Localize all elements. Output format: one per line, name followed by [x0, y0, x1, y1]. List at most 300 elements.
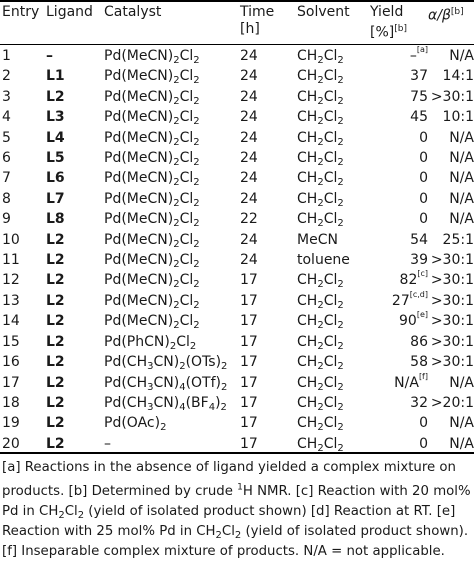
entry-cell-text: 18 [2, 394, 20, 411]
ratio-cell-text: >20:1 [430, 394, 474, 411]
entry-cell-text: 17 [2, 374, 20, 391]
ratio-cell-text: N/A [449, 435, 474, 452]
header-ratio [428, 2, 474, 42]
ligand-cell [46, 352, 104, 372]
solvent-cell [297, 42, 370, 66]
entry-cell [0, 250, 46, 270]
time-cell [240, 87, 297, 107]
time-cell [240, 413, 297, 433]
ratio-cell-text: >30:1 [430, 313, 474, 330]
ligand-cell [46, 291, 104, 311]
time-cell-text: 24 [240, 129, 258, 146]
ratio-cell [428, 270, 474, 290]
yield-cell-text: 37 [410, 68, 428, 85]
catalyst-cell-text: $Pd(CH_3CN)_4(OTf)_2$ [104, 374, 228, 393]
catalyst-cell [104, 42, 240, 66]
time-cell [240, 250, 297, 270]
table-row [0, 393, 474, 413]
time-cell-text: 17 [240, 354, 258, 371]
ligand-cell-text: L2 [46, 374, 65, 391]
table-row [0, 107, 474, 127]
ratio-cell-text: N/A [449, 150, 474, 167]
catalyst-cell-text: $Pd(MeCN)_2Cl_2$ [104, 313, 200, 332]
entry-cell [0, 42, 46, 66]
entry-cell [0, 311, 46, 331]
entry-cell-text: 11 [2, 252, 20, 269]
ligand-cell [46, 250, 104, 270]
yield-cell-text: 58 [410, 354, 428, 371]
ligand-cell [46, 434, 104, 454]
ratio-cell-text: 14:1 [442, 68, 474, 85]
table-footnotes [2, 458, 472, 562]
time-cell-text: 17 [240, 394, 258, 411]
yield-cell [370, 189, 428, 209]
catalyst-cell [104, 270, 240, 290]
ratio-cell-text: N/A [449, 129, 474, 146]
catalyst-cell-text: $Pd(MeCN)_2Cl_2$ [104, 68, 200, 87]
ligand-cell [46, 107, 104, 127]
solvent-cell [297, 270, 370, 290]
yield-footnote-mark: [c] [417, 269, 428, 279]
catalyst-cell [104, 189, 240, 209]
ligand-cell [46, 270, 104, 290]
yield-cell-text: N/A [394, 374, 419, 391]
entry-cell-text: 5 [2, 129, 11, 146]
entry-cell-text: 7 [2, 170, 11, 187]
header-yield-label: Yield [370, 4, 404, 20]
solvent-cell-text: $CH_2Cl_2$ [297, 313, 344, 332]
ratio-cell [428, 373, 474, 393]
time-cell-text: 24 [240, 252, 258, 269]
yield-cell-text: 39 [410, 252, 428, 269]
solvent-cell [297, 250, 370, 270]
yield-cell [370, 373, 428, 393]
ligand-cell-text: L2 [46, 231, 65, 248]
ligand-cell-text: L2 [46, 394, 65, 411]
solvent-cell-text: $CH_2Cl_2$ [297, 170, 344, 189]
solvent-cell-text: $CH_2Cl_2$ [297, 415, 344, 434]
ratio-cell [428, 352, 474, 372]
entry-cell-text: 6 [2, 150, 11, 167]
yield-cell [370, 148, 428, 168]
ratio-cell-text: 25:1 [442, 231, 474, 248]
catalyst-cell-text: $Pd(MeCN)_2Cl_2$ [104, 190, 200, 209]
table-row [0, 332, 474, 352]
entry-cell [0, 230, 46, 250]
solvent-cell [297, 311, 370, 331]
ligand-cell [46, 413, 104, 433]
time-cell-text: 24 [240, 170, 258, 187]
entry-cell [0, 107, 46, 127]
entry-cell-text: 13 [2, 292, 20, 309]
yield-cell [370, 311, 428, 331]
solvent-cell [297, 291, 370, 311]
ratio-cell-text: >30:1 [430, 252, 474, 269]
yield-cell-text: 0 [419, 211, 428, 228]
ratio-cell [428, 209, 474, 229]
table-row [0, 230, 474, 250]
catalyst-cell [104, 87, 240, 107]
time-cell [240, 66, 297, 86]
ratio-cell-text: N/A [449, 190, 474, 207]
entry-cell-text: 15 [2, 333, 20, 350]
solvent-cell-text: $CH_2Cl_2$ [297, 48, 344, 66]
ratio-cell-text: >30:1 [430, 333, 474, 350]
ligand-cell [46, 148, 104, 168]
yield-cell-text: 45 [410, 109, 428, 126]
table-row [0, 250, 474, 270]
yield-cell-text: 0 [419, 150, 428, 167]
ratio-cell-text: N/A [449, 170, 474, 187]
solvent-cell [297, 209, 370, 229]
ligand-cell-text: L2 [46, 313, 65, 330]
ratio-cell [428, 128, 474, 148]
time-cell-text: 17 [240, 415, 258, 432]
solvent-cell-text: toluene [297, 252, 350, 269]
catalyst-cell-text: $Pd(CH_3CN)_4(BF_4)_2$ [104, 394, 227, 413]
header-time-label: Time [240, 4, 275, 20]
ligand-cell-text: L2 [46, 354, 65, 371]
ratio-cell [428, 107, 474, 127]
catalyst-cell [104, 393, 240, 413]
yield-footnote-mark: [a] [416, 45, 428, 54]
catalyst-cell-text: – [104, 435, 111, 452]
entry-cell-text: 19 [2, 415, 20, 432]
catalyst-cell-text: $Pd(MeCN)_2Cl_2$ [104, 252, 200, 271]
ligand-cell-text: L5 [46, 150, 65, 167]
time-cell-text: 17 [240, 292, 258, 309]
yield-cell-text: 27 [391, 292, 410, 309]
entry-cell [0, 413, 46, 433]
entry-cell [0, 373, 46, 393]
ratio-cell-text: >30:1 [430, 354, 474, 371]
time-cell [240, 42, 297, 66]
solvent-cell-text: $CH_2Cl_2$ [297, 129, 344, 148]
entry-cell [0, 128, 46, 148]
time-cell-text: 17 [240, 272, 258, 289]
solvent-cell-text: $CH_2Cl_2$ [297, 109, 344, 128]
yield-cell [370, 42, 428, 66]
entry-cell [0, 148, 46, 168]
footnotes-text: [a] Reactions in the absence of ligand yielded a complex mixture on products. [b] Determined by crude $^1$H NMR. [c] Reaction with 20 mol% Pd in $CH_2Cl_2$ (yield of isolated product shown) [d] Reaction at RT. [e] Reaction with 25 mol% Pd in $CH_2Cl_2$ (yield of isolated product shown). [f] Inseparable complex mixture of products. N/A = not applicable. [2, 460, 471, 560]
catalyst-cell-text: $Pd(MeCN)_2Cl_2$ [104, 292, 200, 311]
entry-cell-text: 9 [2, 211, 11, 228]
solvent-cell [297, 66, 370, 86]
yield-cell [370, 128, 428, 148]
ligand-cell [46, 373, 104, 393]
table-row [0, 434, 474, 454]
entry-cell-text: 14 [2, 313, 20, 330]
ligand-cell-text: L2 [46, 272, 65, 289]
ratio-cell [428, 291, 474, 311]
catalyst-cell [104, 66, 240, 86]
yield-cell-text: – [409, 48, 417, 64]
entry-cell-text: 2 [2, 68, 11, 85]
ligand-cell [46, 168, 104, 188]
solvent-cell-text: $CH_2Cl_2$ [297, 88, 344, 107]
catalyst-cell [104, 311, 240, 331]
ratio-cell-text: >30:1 [430, 88, 474, 105]
ratio-cell [428, 332, 474, 352]
ratio-cell-text: N/A [449, 211, 474, 228]
ligand-cell [46, 128, 104, 148]
yield-footnote-mark: [f] [418, 371, 428, 381]
header-row [0, 2, 474, 42]
header-ligand: Ligand [46, 4, 93, 20]
header-time [240, 2, 297, 42]
header-yield-unit: [%] [370, 24, 395, 41]
yield-cell-text: 0 [419, 190, 428, 207]
time-cell [240, 230, 297, 250]
ratio-cell-text: >30:1 [430, 292, 474, 309]
ratio-cell [428, 189, 474, 209]
yield-cell-text: 82 [399, 272, 418, 289]
ratio-cell [428, 148, 474, 168]
ligand-cell-text: L7 [46, 190, 65, 207]
ligand-cell [46, 42, 104, 66]
entry-cell [0, 393, 46, 413]
catalyst-cell-text: $Pd(MeCN)_2Cl_2$ [104, 231, 200, 250]
catalyst-cell-text: $Pd(MeCN)_2Cl_2$ [104, 272, 200, 291]
header-ratio-note: [b] [450, 7, 464, 17]
ligand-cell-text: L2 [46, 292, 65, 309]
catalyst-cell [104, 128, 240, 148]
ligand-cell [46, 230, 104, 250]
ratio-cell [428, 87, 474, 107]
solvent-cell-text: $CH_2Cl_2$ [297, 292, 344, 311]
catalyst-cell-text: $Pd(MeCN)_2Cl_2$ [104, 211, 200, 230]
yield-cell [370, 250, 428, 270]
solvent-cell-text: $CH_2Cl_2$ [297, 394, 344, 413]
catalyst-cell [104, 107, 240, 127]
yield-cell-text: 54 [410, 231, 428, 248]
ligand-cell [46, 393, 104, 413]
entry-cell [0, 352, 46, 372]
entry-cell [0, 87, 46, 107]
entry-cell [0, 66, 46, 86]
ratio-cell [428, 230, 474, 250]
entry-cell-text: 12 [2, 272, 20, 289]
yield-cell [370, 87, 428, 107]
solvent-cell-text: $CH_2Cl_2$ [297, 211, 344, 230]
ligand-cell-text: L2 [46, 415, 65, 432]
catalyst-cell-text: $Pd(MeCN)_2Cl_2$ [104, 129, 200, 148]
ligand-cell [46, 311, 104, 331]
header-solvent: Solvent [297, 4, 350, 20]
ratio-cell [428, 66, 474, 86]
yield-cell [370, 291, 428, 311]
catalyst-cell [104, 413, 240, 433]
table-row [0, 42, 474, 66]
yield-cell [370, 107, 428, 127]
solvent-cell-text: $CH_2Cl_2$ [297, 374, 344, 393]
catalyst-cell-text: $Pd(PhCN)_2Cl_2$ [104, 333, 197, 352]
solvent-cell-text: $CH_2Cl_2$ [297, 435, 344, 454]
entry-cell [0, 434, 46, 454]
solvent-cell-text: $CH_2Cl_2$ [297, 333, 344, 352]
time-cell [240, 434, 297, 454]
table-row [0, 148, 474, 168]
solvent-cell-text: $CH_2Cl_2$ [297, 190, 344, 209]
entry-cell-text: 20 [2, 435, 20, 452]
yield-cell [370, 393, 428, 413]
entry-cell-text: 16 [2, 354, 20, 371]
catalyst-cell [104, 148, 240, 168]
time-cell-text: 17 [240, 313, 258, 330]
ligand-cell-text: – [46, 48, 53, 64]
catalyst-cell [104, 168, 240, 188]
solvent-cell [297, 128, 370, 148]
time-cell [240, 291, 297, 311]
solvent-cell [297, 189, 370, 209]
time-cell-text: 17 [240, 435, 258, 452]
yield-cell [370, 168, 428, 188]
ratio-cell [428, 250, 474, 270]
ratio-cell-text: N/A [449, 48, 474, 64]
yield-cell-text: 0 [419, 129, 428, 146]
time-cell [240, 373, 297, 393]
yield-cell-text: 75 [410, 88, 428, 105]
header-yield-note: [b] [394, 24, 407, 34]
ligand-cell [46, 189, 104, 209]
yield-cell [370, 230, 428, 250]
yield-cell [370, 352, 428, 372]
ratio-cell-text: N/A [449, 415, 474, 432]
ligand-cell [46, 332, 104, 352]
solvent-cell [297, 107, 370, 127]
entry-cell-text: 8 [2, 190, 11, 207]
entry-cell-text: 10 [2, 231, 20, 248]
catalyst-cell [104, 332, 240, 352]
entry-cell [0, 209, 46, 229]
table-row [0, 373, 474, 393]
table-row [0, 168, 474, 188]
solvent-cell [297, 393, 370, 413]
catalyst-cell-text: $Pd(MeCN)_2Cl_2$ [104, 48, 200, 66]
time-cell-text: 24 [240, 190, 258, 207]
time-cell-text: 17 [240, 333, 258, 350]
solvent-cell [297, 230, 370, 250]
table-row [0, 128, 474, 148]
entry-cell [0, 270, 46, 290]
time-cell [240, 168, 297, 188]
solvent-cell [297, 87, 370, 107]
solvent-cell [297, 434, 370, 454]
yield-cell-text: 90 [399, 313, 417, 330]
ratio-cell [428, 311, 474, 331]
ligand-cell-text: L3 [46, 109, 65, 126]
yield-cell-text: 0 [419, 415, 428, 432]
time-cell [240, 209, 297, 229]
ratio-cell [428, 413, 474, 433]
time-cell-text: 24 [240, 150, 258, 167]
time-cell-text: 24 [240, 88, 258, 105]
yield-cell [370, 66, 428, 86]
catalyst-cell [104, 434, 240, 454]
solvent-cell [297, 332, 370, 352]
ratio-cell-text: 10:1 [442, 109, 474, 126]
results-table [0, 2, 474, 454]
table-row [0, 311, 474, 331]
yield-footnote-mark: [c,d] [409, 289, 428, 299]
catalyst-cell [104, 230, 240, 250]
time-cell-text: 24 [240, 109, 258, 126]
table-row [0, 66, 474, 86]
yield-cell-text: 0 [419, 170, 428, 187]
catalyst-cell [104, 352, 240, 372]
catalyst-cell-text: $Pd(OAc)_2$ [104, 415, 167, 434]
time-cell [240, 107, 297, 127]
ratio-cell-text: N/A [449, 374, 474, 391]
table-row [0, 189, 474, 209]
yield-cell [370, 413, 428, 433]
ligand-cell-text: L1 [46, 68, 65, 85]
time-cell-text: 22 [240, 211, 258, 228]
solvent-cell [297, 352, 370, 372]
header-yield [370, 2, 428, 42]
header-time-unit: [h] [240, 21, 260, 37]
table-row [0, 352, 474, 372]
ratio-cell [428, 168, 474, 188]
entry-cell-text: 3 [2, 88, 11, 105]
time-cell [240, 352, 297, 372]
yield-cell [370, 434, 428, 454]
ratio-cell-text: >30:1 [430, 272, 474, 289]
yield-cell-text: 86 [410, 333, 428, 350]
catalyst-cell-text: $Pd(MeCN)_2Cl_2$ [104, 88, 200, 107]
time-cell-text: 24 [240, 231, 258, 248]
entry-cell [0, 332, 46, 352]
table-row [0, 87, 474, 107]
ligand-cell-text: L4 [46, 129, 65, 146]
table-row [0, 270, 474, 290]
yield-cell [370, 209, 428, 229]
catalyst-cell-text: $Pd(MeCN)_2Cl_2$ [104, 150, 200, 169]
table-row [0, 209, 474, 229]
time-cell [240, 393, 297, 413]
solvent-cell-text: $CH_2Cl_2$ [297, 150, 344, 169]
entry-cell-text: 4 [2, 109, 11, 126]
ligand-cell [46, 209, 104, 229]
time-cell-text: 17 [240, 374, 258, 391]
time-cell [240, 311, 297, 331]
solvent-cell [297, 373, 370, 393]
ligand-cell-text: L2 [46, 88, 65, 105]
time-cell [240, 189, 297, 209]
yield-footnote-mark: [e] [416, 310, 428, 320]
ratio-cell [428, 42, 474, 66]
header-entry: Entry [2, 4, 40, 20]
ligand-cell [46, 87, 104, 107]
entry-cell-text: 1 [2, 48, 11, 64]
header-ratio-label: α/β [428, 7, 451, 24]
solvent-cell-text: $CH_2Cl_2$ [297, 354, 344, 373]
time-cell-text: 24 [240, 48, 258, 64]
solvent-cell-text: MeCN [297, 231, 338, 248]
catalyst-cell-text: $Pd(MeCN)_2Cl_2$ [104, 109, 200, 128]
solvent-cell-text: $CH_2Cl_2$ [297, 272, 344, 291]
catalyst-cell [104, 291, 240, 311]
ligand-cell-text: L2 [46, 252, 65, 269]
solvent-cell [297, 168, 370, 188]
catalyst-cell [104, 209, 240, 229]
time-cell [240, 128, 297, 148]
ligand-cell [46, 66, 104, 86]
ligand-cell-text: L6 [46, 170, 65, 187]
ligand-cell-text: L2 [46, 435, 65, 452]
ligand-cell-text: L8 [46, 211, 65, 228]
entry-cell [0, 168, 46, 188]
